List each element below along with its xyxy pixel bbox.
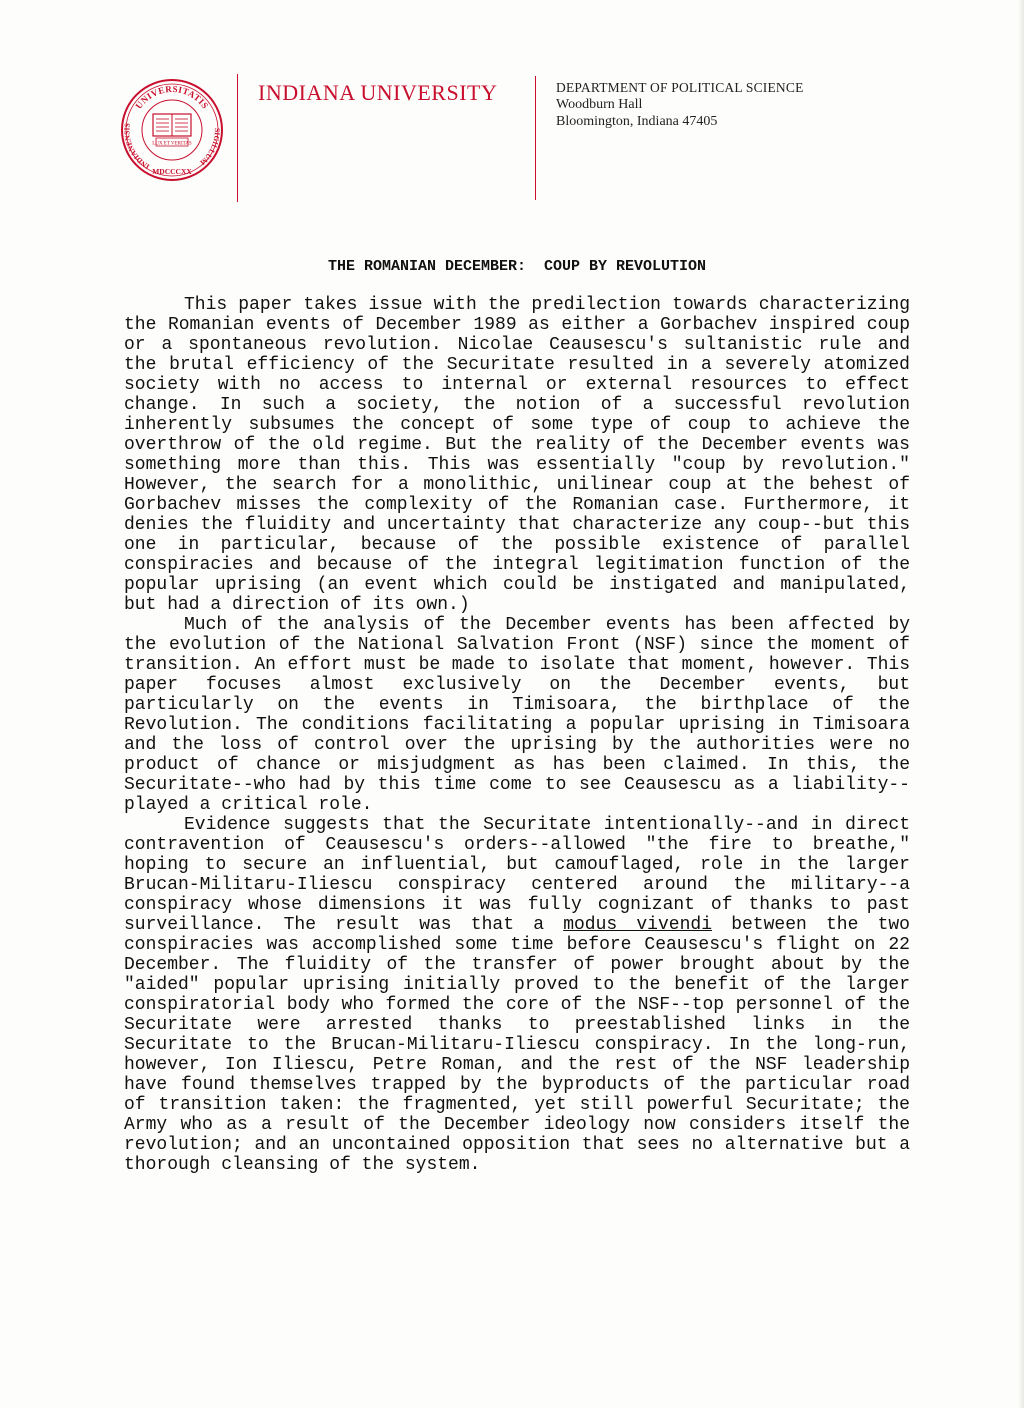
paragraph-3-start: Evidence suggests that the Securitate intentionally--and in direct contravention of Ceausescu's orders--allowed "the fire to breathe," hoping to secure an influential, but camouflaged, role in the larger Brucan-Militaru-Iliescu conspiracy centered around the military--a conspiracy whose dimensions it was fully cognizant of thanks to past surveillance. The result was that a bbox=[124, 815, 910, 935]
university-name: INDIANA UNIVERSITY bbox=[258, 80, 498, 105]
university-seal-icon bbox=[120, 78, 224, 182]
department-address bbox=[556, 79, 804, 130]
seal-right-text: SIGILLUM bbox=[198, 127, 222, 168]
paragraph-1: This paper takes issue with the predilection towards characterizing the Romanian events of December 1989 as either a Gorbachev inspired coup or a spontaneous revolution. Nicolae Ceausescu's sultanistic rule and the brutal efficiency of the Securitate resulted in a severely atomized society with no access to internal or external resources to effect change. In such a society, the notion of a successful revolution inherently subsumes the concept of some type of coup to achieve the overthrow of the old regime. But the reality of the December events was something more than this. This was essentially "coup by revolution." However, the search for a monolithic, unilinear coup at the behest of Gorbachev misses the complexity of the Romanian case. Furthermore, it denies the fluidity and uncertainty that characterize any coup--but this one in particular, because of the possible existence of parallel conspiracies and because of the integral legitimation function of the popular uprising (an event which could be instigated and manipulated, but had a direction of its own.) bbox=[124, 295, 910, 615]
letterhead-divider-left bbox=[237, 74, 238, 202]
city-address: Bloomington, Indiana 47405 bbox=[556, 114, 718, 129]
paragraph-3 bbox=[124, 815, 910, 1175]
document-body bbox=[124, 295, 910, 1175]
letterhead-divider-right bbox=[535, 76, 536, 200]
department-name: DEPARTMENT OF POLITICAL SCIENCE bbox=[556, 80, 804, 95]
paragraph-3-end: between the two conspiracies was accomplished some time before Ceausescu's flight on 22 December. The fluidity of the transfer of power brought about by the "aided" popular uprising initially proved to the benefit of the larger conspiratorial body who formed the core of the NSF--top personnel of the Securitate were arrested thanks to preestablished links in the Securitate to the Brucan-Militaru-Iliescu conspiracy. In the long-run, however, Ion Iliescu, Petre Roman, and the rest of the NSF leadership have found themselves trapped by the byproducts of the particular road of transition taken: the fragmented, yet still powerful Securitate; the Army who as a result of the December ideology now considers itself the revolution; and an uncontained opposition that sees no alternative but a thorough cleansing of the system. bbox=[124, 915, 910, 1175]
seal-left-text: INDIANENSIS bbox=[122, 122, 152, 172]
underlined-phrase: modus vivendi bbox=[563, 915, 712, 935]
seal-motto: LUX ET VERITAS bbox=[152, 141, 192, 147]
seal-top-text: UNIVERSITATIS bbox=[133, 83, 211, 111]
document-title: THE ROMANIAN DECEMBER: COUP BY REVOLUTION bbox=[327, 258, 707, 275]
paragraph-2: Much of the analysis of the December events has been affected by the evolution of the National Salvation Front (NSF) since the moment of transition. An effort must be made to isolate that moment, however. This paper focuses almost exclusively on the December events, but particularly on the events in Timisoara, the birthplace of the Revolution. The conditions facilitating a popular uprising in Timisoara and the loss of control over the uprising by the authorities were no product of chance or misjudgment as has been claimed. In this, the Securitate--who had by this time come to see Ceausescu as a liability--played a critical role. bbox=[124, 615, 910, 815]
building-name: Woodburn Hall bbox=[556, 97, 643, 112]
scan-edge bbox=[1018, 0, 1024, 1408]
seal-year: MDCCCXX bbox=[152, 167, 192, 176]
